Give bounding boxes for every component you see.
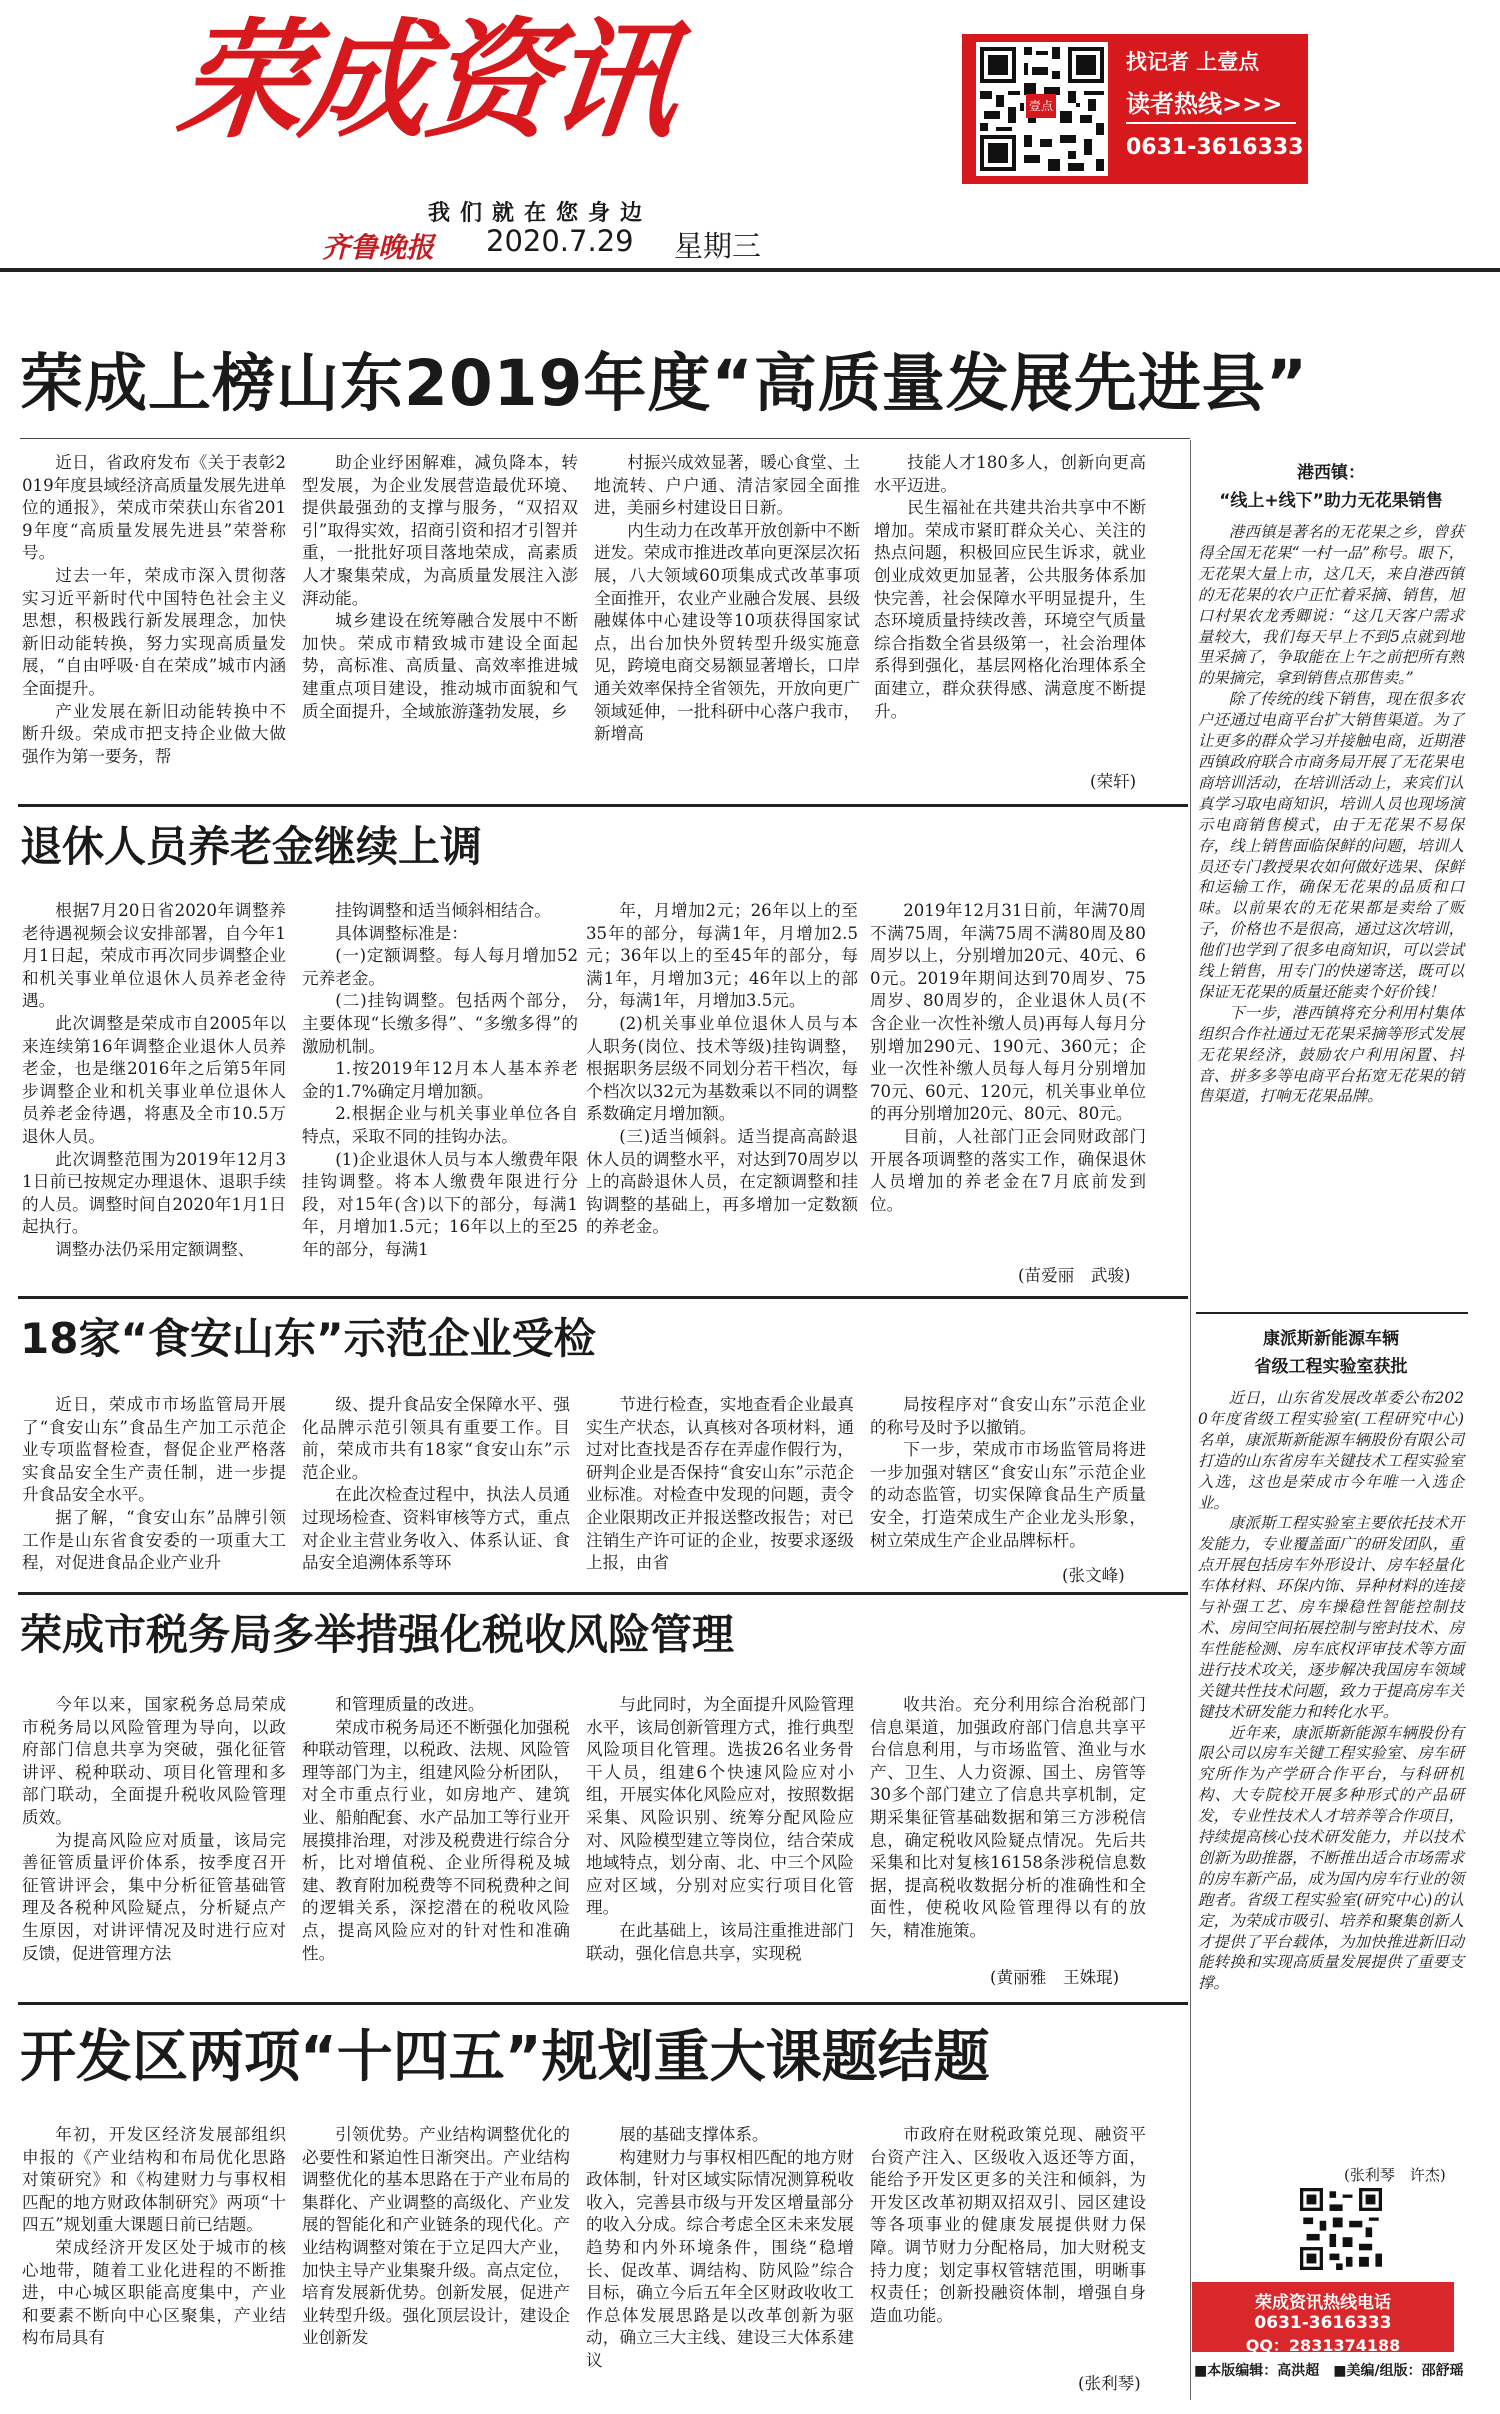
ad-hotline-label: 读者热线>>> xyxy=(1126,90,1283,118)
paragraph: 近日，荣成市市场监管局开展了“食安山东”食品生产加工示范企业专项监督检查，督促企业严格落实食品安全生产责任制，进一步提升食品安全水平。 xyxy=(22,1395,286,1505)
paragraph: 节进行检查，实地查看企业最真实生产状态，认真核对各项材料，通过对比查找是否存在弄虚作假行为，研判企业是否保持“食安山东”示范企业标准。对检查中发现的问题，责令企业限期改正并报送整改报告；对已注销生产许可证的企业，按要求逐级上报，由省 xyxy=(586,1395,854,1573)
ad-phone: 0631-3616333 xyxy=(1126,135,1304,160)
issue-date: 2020.7.29 xyxy=(486,224,634,258)
paragraph: 过去一年，荣成市深入贯彻落实习近平新时代中国特色社会主义思想，积极践行新发展理念，加快新旧动能转换，努力实现高质量发展，“自由呼吸·自在荣成”城市内涵全面提升。 xyxy=(22,565,286,698)
article3-col3 xyxy=(586,1394,854,1584)
paragraph: 除了传统的线下销售，现在很多农户还通过电商平台扩大销售渠道。为了让更多的群众学习并接触电商，近期港西镇政府联合市商务局开展了无花果电商培训活动，在培训活动上，来宾们认真学习取电商知识，培训人员也现场演示电商销售模式，由于无花果不易保存，线上销售面临保鲜的问题，培训人员还专门教授果农如何做好选果、保鲜和运输工作，确保无花果的品质和口味。以前果农的无花果都是卖给了贩子，价格也不是很高，通过这次培训，他们也学到了很多电商知识，可以尝试线上销售，用专门的快递寄送，既可以保证无花果的质量还能卖个好价钱！ xyxy=(1198,690,1464,1001)
qr-badge-logo: 壹点 xyxy=(1026,94,1056,118)
paragraph: 下一步，荣成市市场监管局将进一步加强对辖区“食安山东”示范企业的动态监管，切实保障食品生产质量安全，打造荣成生产企业龙头形象，树立荣成生产企业品牌标杆。 xyxy=(870,1440,1146,1550)
paragraph: 和管理质量的改进。 xyxy=(335,1695,485,1714)
paragraph: 荣成经济开发区处于城市的核心地带，随着工业化进程的不断推进，中心城区职能高度集中，产业和要素不断向中心区聚集，产业结构布局具有 xyxy=(22,2237,286,2348)
article4-col3 xyxy=(586,1694,854,2014)
article5-col3 xyxy=(586,2124,854,2404)
paragraph: (三)适当倾斜。适当提高高龄退休人员的调整水平，对达到70周岁以上的高龄退休人员，在定额调整和挂钩调整的基础上，再多增加一定数额的养老金。 xyxy=(586,1126,858,1237)
hotline-qq: QQ：2831374188 xyxy=(1245,2336,1401,2355)
paragraph: 年初，开发区经济发展部组织申报的《产业结构和布局优化思路对策研究》和《构建财力与事权相匹配的地方财政体制研究》两项“十四五”规划重大课题日前已结题。 xyxy=(22,2125,286,2235)
article2-headline: 退休人员养老金继续上调 xyxy=(20,822,483,871)
article1-col3 xyxy=(594,452,860,790)
paragraph: 为提高风险应对质量，该局完善征管质量评价体系，按季度召开征管讲评会，集中分析征管基础管理及各税种风险疑点，分析疑点产生原因，对讲评情况及时进行应对反馈，促进管理方法 xyxy=(22,1830,286,1963)
paragraph: 2019年12月31日前，年满70周不满75周，年满75周不满80周及80周岁以上，分别增加20元、40元、60元。2019年期间达到70周岁、75周岁、80周岁的，企业退休人员(不含企业一次性补缴人员)再每人每月分别增加290元、190元、360元；企业一次性补缴人员每人每月分别增加70元、60元、120元，机关事业单位的再分别增加20元、80元、80元。 xyxy=(870,901,1146,1124)
article1-col2 xyxy=(302,452,578,790)
paragraph: 此次调整范围为2019年12月31日前已按规定办理退休、退职手续的人员。调整时间自2020年1月1日起执行。 xyxy=(22,1149,286,1237)
paragraph: 1.按2019年12月本人基本养老金的1.7%确定月增加额。 xyxy=(302,1059,578,1101)
newspaper-logo: 齐鲁晚报 xyxy=(322,231,435,264)
paragraph: 具体调整标准是： xyxy=(335,923,468,943)
paragraph: 内生动力在改革开放创新中不断迸发。荣成市推进改革向更深层次拓展，八大领域60项集成式改革事项全面推开，农业产业融合发展、县级融媒体中心建设等10项获得国家试点，出台加快外贸转型升级实施意见，跨境电商交易额显著增长，口岸通关效率保持全省领先，开放向更广领域延伸，一批科研中心落户我市，新增高 xyxy=(594,520,860,744)
paragraph: (2)机关事业单位退休人员与本人职务(岗位、技术等级)挂钩调整，根据职务层级不同划分若干档次，每个档次以32元为基数乘以不同的调整系数确定月增加额。 xyxy=(586,1013,858,1124)
paragraph: 展的基础支撑体系。 xyxy=(619,2125,769,2144)
article2-byline: (苗爱丽 武骏) xyxy=(1018,1266,1131,1285)
sidebar-story1-body xyxy=(1198,522,1464,1302)
paragraph: 目前，人社部门正会同财政部门开展各项调整的落实工作，确保退休人员增加的养老金在7月底前发到位。 xyxy=(870,1126,1146,1214)
article4-col2 xyxy=(302,1694,570,2014)
article2-col2 xyxy=(302,900,578,1284)
paragraph: 村振兴成效显著，暖心食堂、土地流转、户户通、清洁家园全面推进，美丽乡村建设日日新。 xyxy=(594,453,860,518)
paragraph: 收共治。充分利用综合治税部门信息渠道，加强政府部门信息共享平台信息利用，与市场监管、渔业与水产、卫生、人力资源、国土、房管等30多个部门建立了信息共享机制，定期采集征管基础数据和第三方涉税信息，确定税收风险疑点情况。先后共采集和比对复核16158条涉税信息数据，提高税收数据分析的准确性和全面性，使税收风险管理得以有的放矢，精准施策。 xyxy=(870,1695,1146,1940)
paragraph: 引领优势。产业结构调整优化的必要性和紧迫性日渐突出。产业结构调整优化的基本思路在于产业布局的集群化、产业调整的高级化、产业发展的智能化和产业链条的现代化。产业结构调整对策在于立足四大产业，加快主导产业集聚升级。高点定位，培育发展新优势。创新发展，促进产业转型升级。强化顶层设计，建设企业创新发 xyxy=(302,2125,570,2348)
paragraph: 局按程序对“食安山东”示范企业的称号及时予以撤销。 xyxy=(870,1395,1146,1437)
article1-col1 xyxy=(22,452,286,790)
article2-col1 xyxy=(22,900,286,1284)
sidebar-story2-title: 康派斯新能源车辆 xyxy=(1263,1329,1399,1349)
article1-top-rule xyxy=(20,438,1190,439)
paragraph: 据了解，“食安山东”品牌引领工作是山东省食安委的一项重大工程，对促进食品企业产业升 xyxy=(22,1507,286,1573)
paragraph: 近年来，康派斯新能源车辆股份有限公司以房车关键工程实验室、房车研究所作为产学研合作平台，与科研机构、大专院校开展多种形式的产品研发，专业性技术人才培养等合作项目，持续提高核心技术研发能力，并以技术创新为助推器，不断推出适合市场需求的房车新产品，成为国内房车行业的领跑者。省级工程实验室(研究中心)的认定，为荣成市吸引、培养和聚集创新人才提供了平台载体，为加快推进新旧动能转换和实现高质量发展提供了重要支撑。 xyxy=(1198,1723,1464,1993)
paragraph: 挂钩调整和适当倾斜相结合。 xyxy=(335,901,551,920)
paragraph: 构建财力与事权相匹配的地方财政体制，针对区域实际情况测算税收收入，完善县市级与开发区增量部分的收入分成。综合考虑全区未来发展趋势和内外环境条件，围绕“稳增长、促改革、调结构、防风险”综合目标，确立今后五年全区财政收收工作总体发展思路是以改革创新为驱动，确立三大主线、建设三大体系建议 xyxy=(586,2147,854,2370)
paragraph: 港西镇是著名的无花果之乡，曾获得全国无花果“一村一品”称号。眼下，无花果大量上市，这几天，来自港西镇的无花果的农户正忙着采摘、销售，旭口村果农龙秀卿说：“这几天客户需求量较大，我们每天早上不到5点就到地里采摘了，争取能在上午之前把所有熟的果摘完，拿到销售点那售卖。” xyxy=(1198,523,1464,688)
editor-credits: ■本版编辑：高洪超 ■美编/组版：邵舒瑶 xyxy=(1194,2363,1464,2379)
slogan: 我们就在您身边 xyxy=(428,201,653,226)
section-rule xyxy=(18,2002,1188,2005)
paragraph: 调整办法仍采用定额调整、 xyxy=(55,1239,255,1259)
paragraph: 技能人才180多人，创新向更高水平迈进。 xyxy=(874,453,1146,495)
article1-col4 xyxy=(874,452,1146,768)
paragraph: 近日，省政府发布《关于表彰2019年度县域经济高质量发展先进单位的通报》，荣成市荣获山东省2019年度“高质量发展先进县”荣誉称号。 xyxy=(22,453,286,563)
article4-byline: (黄丽雅 王姝琨) xyxy=(990,1968,1120,1987)
ad-divider xyxy=(1126,122,1296,124)
paragraph: (1)企业退休人员与本人缴费年限挂钩调整。将本人缴费年限进行分段，对15年(含)以下的部分，每满1年，月增加1.5元；16年以上的至25年的部分，每满1 xyxy=(302,1149,578,1259)
paragraph: 年，月增加2元；26年以上的至35年的部分，每满1年，月增加2.5元；36年以上的至45年的部分，每满1年，月增加3元；46年以上的部分，每满1年，月增加3.5元。 xyxy=(586,901,858,1011)
article3-byline: (张文峰) xyxy=(1062,1566,1125,1585)
paragraph: 城乡建设在统筹融合发展中不断加快。荣成市精致城市建设全面起势，高标准、高质量、高效率推进城建重点项目建设，推动城市面貌和气质全面提升，全域旅游蓬勃发展，乡 xyxy=(302,611,578,721)
article2-col4 xyxy=(870,900,1146,1240)
paragraph: 今年以来，国家税务总局荣成市税务局以风险管理为导向，以政府部门信息共享为突破，强化征管讲评、税种联动、项目化管理和多部门联动，全面提升税收风险管理质效。 xyxy=(22,1695,286,1827)
paragraph: 与此同时，为全面提升风险管理水平，该局创新管理方式，推行典型风险项目化管理。选拔26名业务骨干人员，组建6个快速风险应对小组，开展实体化风险应对，按照数据采集、风险识别、统筹分配风险应对、风险模型建立等岗位，结合荣成地域特点，划分南、北、中三个风险应对区域，分别对应实行项目化管理。 xyxy=(586,1695,854,1918)
article3-col4 xyxy=(870,1394,1146,1550)
sidebar-story1-title: 港西镇： xyxy=(1297,463,1365,483)
article5-byline: (张利琴) xyxy=(1078,2374,1141,2393)
paragraph: 近日，山东省发展改革委公布2020年度省级工程实验室(工程研究中心)名单，康派斯新能源车辆股份有限公司打造的山东省房车关键技术工程实验室入选，这也是荣成市今年唯一入选企业。 xyxy=(1198,1389,1464,1512)
article1-headline: 荣成上榜山东2019年度“高质量发展先进县” xyxy=(20,347,1309,420)
article3-col2 xyxy=(302,1394,570,1584)
sidebar-story2-subtitle: 省级工程实验室获批 xyxy=(1254,1357,1408,1377)
ad-slogan: 找记者 上壹点 xyxy=(1126,50,1260,74)
paragraph: 在此基础上，该局注重推进部门联动，强化信息共享，实现税 xyxy=(586,1920,854,1963)
article1-byline: (荣轩) xyxy=(1090,772,1137,791)
sidebar-story1-subtitle: “线上+线下”助力无花果销售 xyxy=(1219,491,1443,511)
article4-col4 xyxy=(870,1694,1146,1992)
issue-weekday: 星期三 xyxy=(674,229,762,263)
hotline-box xyxy=(1192,2282,1454,2355)
paragraph: 根据7月20日省2020年调整养老待遇视频会议安排部署，自今年1月1日起，荣成市再次同步调整企业和机关事业单位退休人员养老金待遇。 xyxy=(22,901,286,1011)
sidebar-divider xyxy=(1190,440,1191,2400)
article3-headline: 18家“食安山东”示范企业受检 xyxy=(20,1314,596,1363)
sidebar-rule xyxy=(1196,1312,1468,1314)
sidebar-story2-byline: (张利琴 许杰) xyxy=(1344,2166,1446,2184)
article3-col1 xyxy=(22,1394,286,1584)
article4-col1 xyxy=(22,1694,286,2014)
paragraph: 民生福祉在共建共治共享中不断增加。荣成市紧盯群众关心、关注的热点问题，积极回应民生诉求，就业创业成效更加显著，公共服务体系加快完善，社会保障水平明显提升，生态环境质量持续改善，环境空气质量综合指数全省县级第一，社会治理体系得到强化，基层网格化治理体系全面建立，群众获得感、满意度不断提升。 xyxy=(874,498,1146,721)
hotline-phone: 0631-3616333 xyxy=(1254,2313,1392,2333)
paragraph: 此次调整是荣成市自2005年以来连续第16年调整企业退休人员养老金，也是继2016年之后第5年同步调整企业和机关事业单位退休人员养老金待遇，将惠及全市10.5万退休人员。 xyxy=(22,1013,286,1146)
article5-col4 xyxy=(870,2124,1146,2370)
paragraph: (二)挂钩调整。包括两个部分，主要体现“长缴多得”、“多缴多得”的激励机制。 xyxy=(302,991,578,1056)
article5-col1 xyxy=(22,2124,286,2404)
article2-col3 xyxy=(586,900,858,1284)
paragraph: 级、提升食品安全保障水平、强化品牌示范引领具有重要工作。目前，荣成市共有18家“食安山东”示范企业。 xyxy=(302,1395,570,1482)
paragraph: 康派斯工程实验室主要依托技术开发能力，专业覆盖面广的研发团队，重点开展包括房车外形设计、房车轻量化车体材料、环保内饰、异种材料的连接与补强工艺、房车操稳性智能控制技术、房间空间拓展控制与密封技术、房车性能检测、房车底权评审技术等方面进行技术攻关，逐步解决我国房车领域关键共性技术问题，致力于提高房车关键技术研发能力和转化水平。 xyxy=(1198,1514,1464,1721)
hotline-title: 荣成资讯热线电话 xyxy=(1255,2293,1391,2313)
section-rule xyxy=(18,1296,1188,1299)
masthead-title: 荣成资讯 xyxy=(170,7,682,156)
sidebar-story2-body xyxy=(1198,1388,1464,2162)
paragraph: 下一步，港西镇将充分利用村集体组织合作社通过无花果采摘等形式发展无花果经济，鼓励农户利用闲置、抖音、拼多多等电商平台拓宽无花果的销售渠道，打响无花果品牌。 xyxy=(1198,1003,1464,1106)
masthead-rule xyxy=(0,268,1500,272)
paragraph: 2.根据企业与机关事业单位各自特点，采取不同的挂钩办法。 xyxy=(302,1104,578,1146)
section-rule xyxy=(18,1592,1188,1595)
article5-headline: 开发区两项“十四五”规划重大课题结题 xyxy=(20,2025,990,2090)
section-rule xyxy=(18,804,1188,807)
paragraph: 在此次检查过程中，执法人员通过现场检查、资料审核等方式，重点对企业主营业务收入、体系认证、食品安全追溯体系等环 xyxy=(302,1485,570,1573)
paragraph: (一)定额调整。每人每月增加52元养老金。 xyxy=(302,946,578,988)
paragraph: 市政府在财税政策兑现、融资平台资产注入、区级收入返还等方面，能给予开发区更多的关注和倾斜，为开发区改革初期双招双引、园区建设等各项事业的健康发展提供财力保障。调节财力分配格局，加大财税支持力度；划定事权管辖范围，明晰事权责任；创新投融资体制，增强自身造血功能。 xyxy=(870,2125,1146,2325)
paragraph: 荣成市税务局还不断强化加强税种联动管理，以税政、法规、风险管理等部门为主，组建风险分析团队，对全市重点行业，如房地产、建筑业、船舶配套、水产品加工等行业开展摸排治理，对涉及税费进行综合分析，比对增值税、企业所得税及城建、教育附加税费等不同税费种之间的逻辑关系，深挖潜在的税收风险点，提高风险应对的针对性和准确性。 xyxy=(302,1717,570,1963)
paragraph: 产业发展在新旧动能转换中不断升级。荣成市把支持企业做大做强作为第一要务，帮 xyxy=(22,701,286,766)
article4-headline: 荣成市税务局多举措强化税收风险管理 xyxy=(20,1610,735,1659)
paragraph: 助企业纾困解难，减负降本，转型发展，为企业发展营造最优环境、提供最强劲的支撑与服务，“双招双引”取得实效，招商引资和招才引智并重，一批批好项目落地荣成，高素质人才聚集荣成，为高质量发展注入澎湃动能。 xyxy=(302,453,578,608)
qr-code-icon[interactable] xyxy=(1300,2188,1382,2270)
article5-col2 xyxy=(302,2124,570,2404)
